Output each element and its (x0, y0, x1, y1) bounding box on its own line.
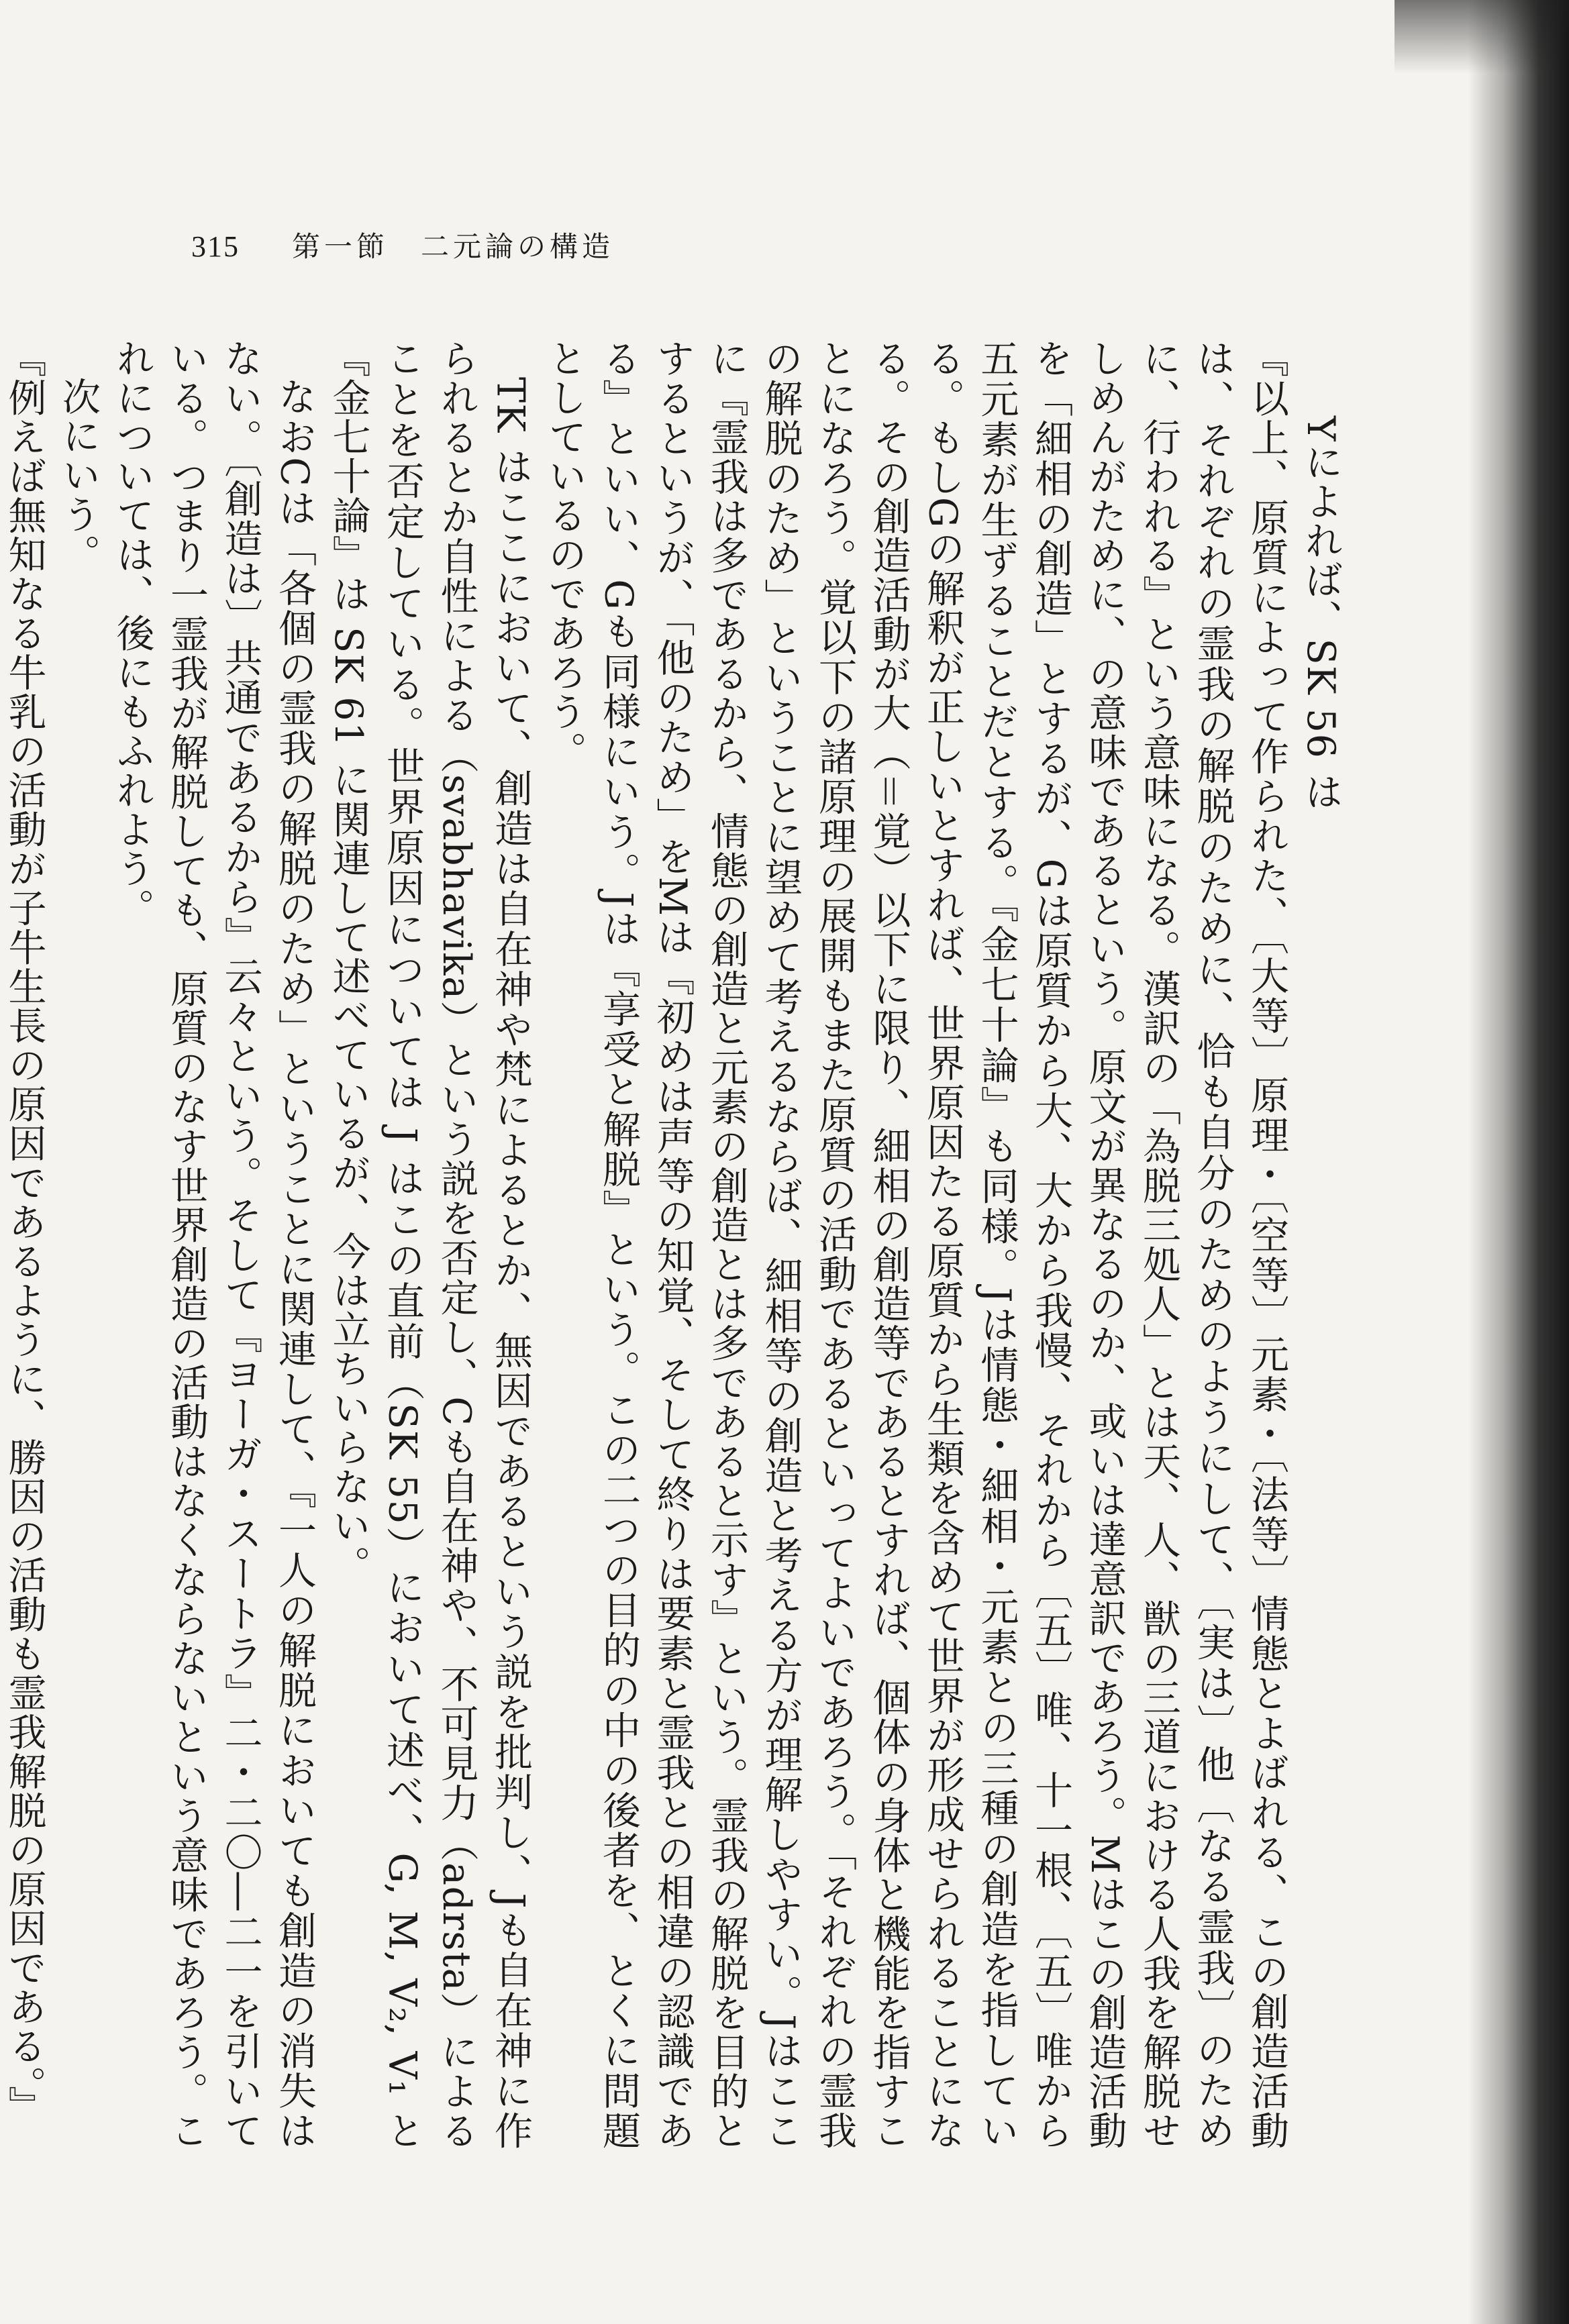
page-corner-shadow (1395, 0, 1569, 74)
paragraph-quote-cow: 『例えば無知なる牛乳の活動が子牛生長の原因であるように、勝因の活動も霊我解脱の原因である。』 (2, 339, 46, 2125)
section-title: 第一節 二元論の構造 (292, 230, 615, 263)
vertical-text-body (0, 339, 1348, 2150)
paragraph-quote-commentary: 『以上、原質によって作られた、〔大等〕原理・〔空等〕元素・〔法等〕情態とよばれる、この創造活動は、それぞれの霊我の解脱のために、恰も自分のためのようにして、〔実は〕他〔なる霊我〕のために、行われる』という意味になる。漢訳の「為脱三処人」とは天、人、獣の三道における人我を解脱せしめんがために、の意味であるという。原文が異なるのか、或いは達意訳であろう。Mはこの創造活動を「細相の創造」とするが、Gは原質から大、大から我慢、それから〔五〕唯、十一根、〔五〕唯から五元素が生ずることだとする。『金七十論』も同様。Jは情態・細相・元素との三種の創造を指している。もしGの解釈が正しいとすれば、世界原因たる原質から生類を含めて世界が形成せられることになる。その創造活動が大（＝覚）以下に限り、細相の創造等であるとすれば、個体の身体と機能を指すことになろう。覚以下の諸原理の展開もまた原質の活動であるといってよいであろう。「それぞれの霊我の解脱のため」ということに望めて考えるならば、細相等の創造と考える方が理解しやすい。Jはここに『霊我は多であるから、情態の創造と元素の創造とは多であると示す』という。霊我の解脱を目的とするというが、「他のため」をMは『初めは声等の知覚、そして終りは要素と霊我との相違の認識である』といい、Gも同様にいう。Jは『享受と解脱』という。この二つの目的の中の後者を、とくに問題としているのであろう。 (542, 339, 1289, 2150)
paragraph-tk: TK はここにおいて、創造は自在神や梵によるとか、無因であるという説を批判し、Jも自在神に作られるとか自性による（svabhavika）という説を否定し、Cも自在神や、不可見力（adrsta）によることを否定している。世界原因については J はこの直前（SK 55）において述べ、G, M, V₂, V₁ と『金七十論』は SK 61 に関連して述べているが、今は立ちいらない。 (326, 339, 533, 2150)
paragraph-intro: Yによれば、SK 56 は (1299, 416, 1343, 812)
paragraph-c-note: なおCは「各個の霊我の解脱のため」ということに関連して、『一人の解脱においても創造の消失はない。〔創造は〕共通であるから』云々という。そして『ヨーガ・スートラ』二・二〇―二一を引いている。つまり一霊我が解脱しても、原質のなす世界創造の活動はなくならないという意味であろう。これについては、後にもふれよう。 (110, 339, 317, 2150)
page-number: 315 (191, 230, 240, 263)
running-header (191, 225, 614, 265)
page-edge-shadow (1468, 0, 1569, 2324)
paragraph-next: 次にいう。 (56, 377, 101, 574)
